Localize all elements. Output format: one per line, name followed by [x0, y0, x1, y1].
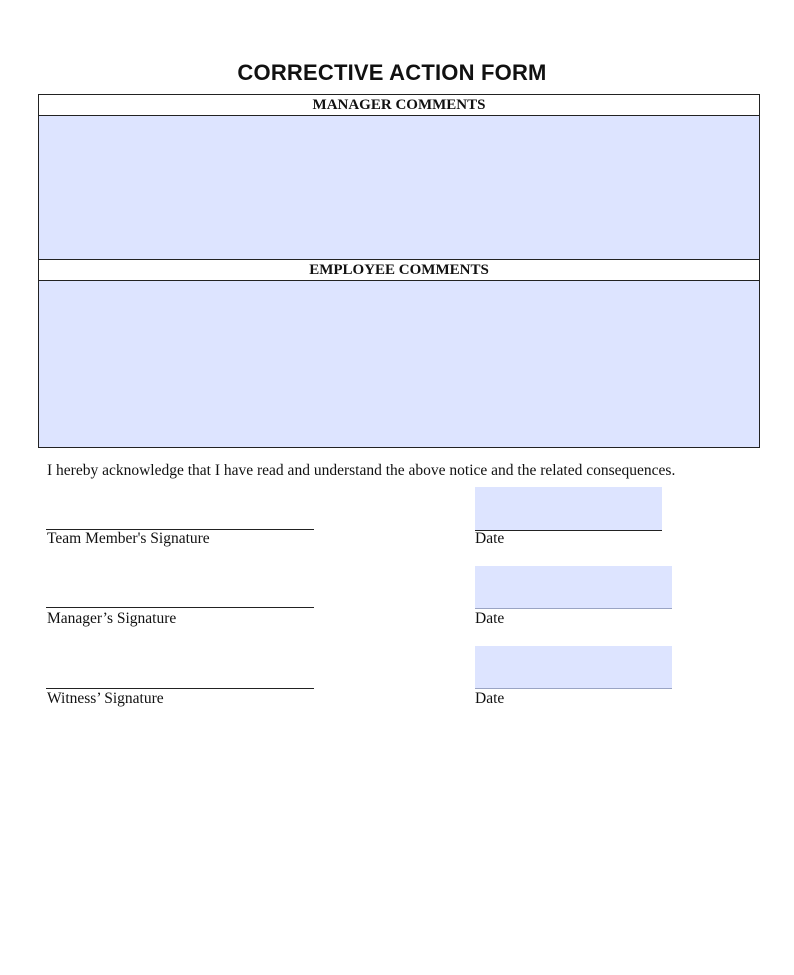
manager-date-field[interactable]: [475, 566, 672, 609]
acknowledgement-text: I hereby acknowledge that I have read and understand the above notice and the related consequences.: [47, 462, 676, 479]
employee-comments-heading: EMPLOYEE COMMENTS: [39, 260, 759, 281]
witness-signature-line[interactable]: [46, 688, 314, 689]
form-title: CORRECTIVE ACTION FORM: [237, 60, 547, 85]
witness-date-label: Date: [475, 690, 505, 707]
witness-date-field[interactable]: [475, 646, 672, 689]
witness-signature-label: Witness’ Signature: [47, 690, 164, 707]
manager-signature-label: Manager’s Signature: [47, 610, 177, 627]
employee-comments-field[interactable]: [39, 281, 759, 447]
team-member-date-field[interactable]: [475, 487, 662, 531]
manager-comments-heading: MANAGER COMMENTS: [39, 95, 759, 116]
manager-comments-field[interactable]: [39, 116, 759, 259]
employee-comments-section: [38, 259, 760, 448]
team-member-date-label: Date: [475, 530, 505, 547]
team-member-signature-label: Team Member's Signature: [47, 530, 210, 547]
manager-signature-line[interactable]: [46, 607, 314, 608]
manager-date-label: Date: [475, 610, 505, 627]
manager-comments-section: [38, 94, 760, 260]
